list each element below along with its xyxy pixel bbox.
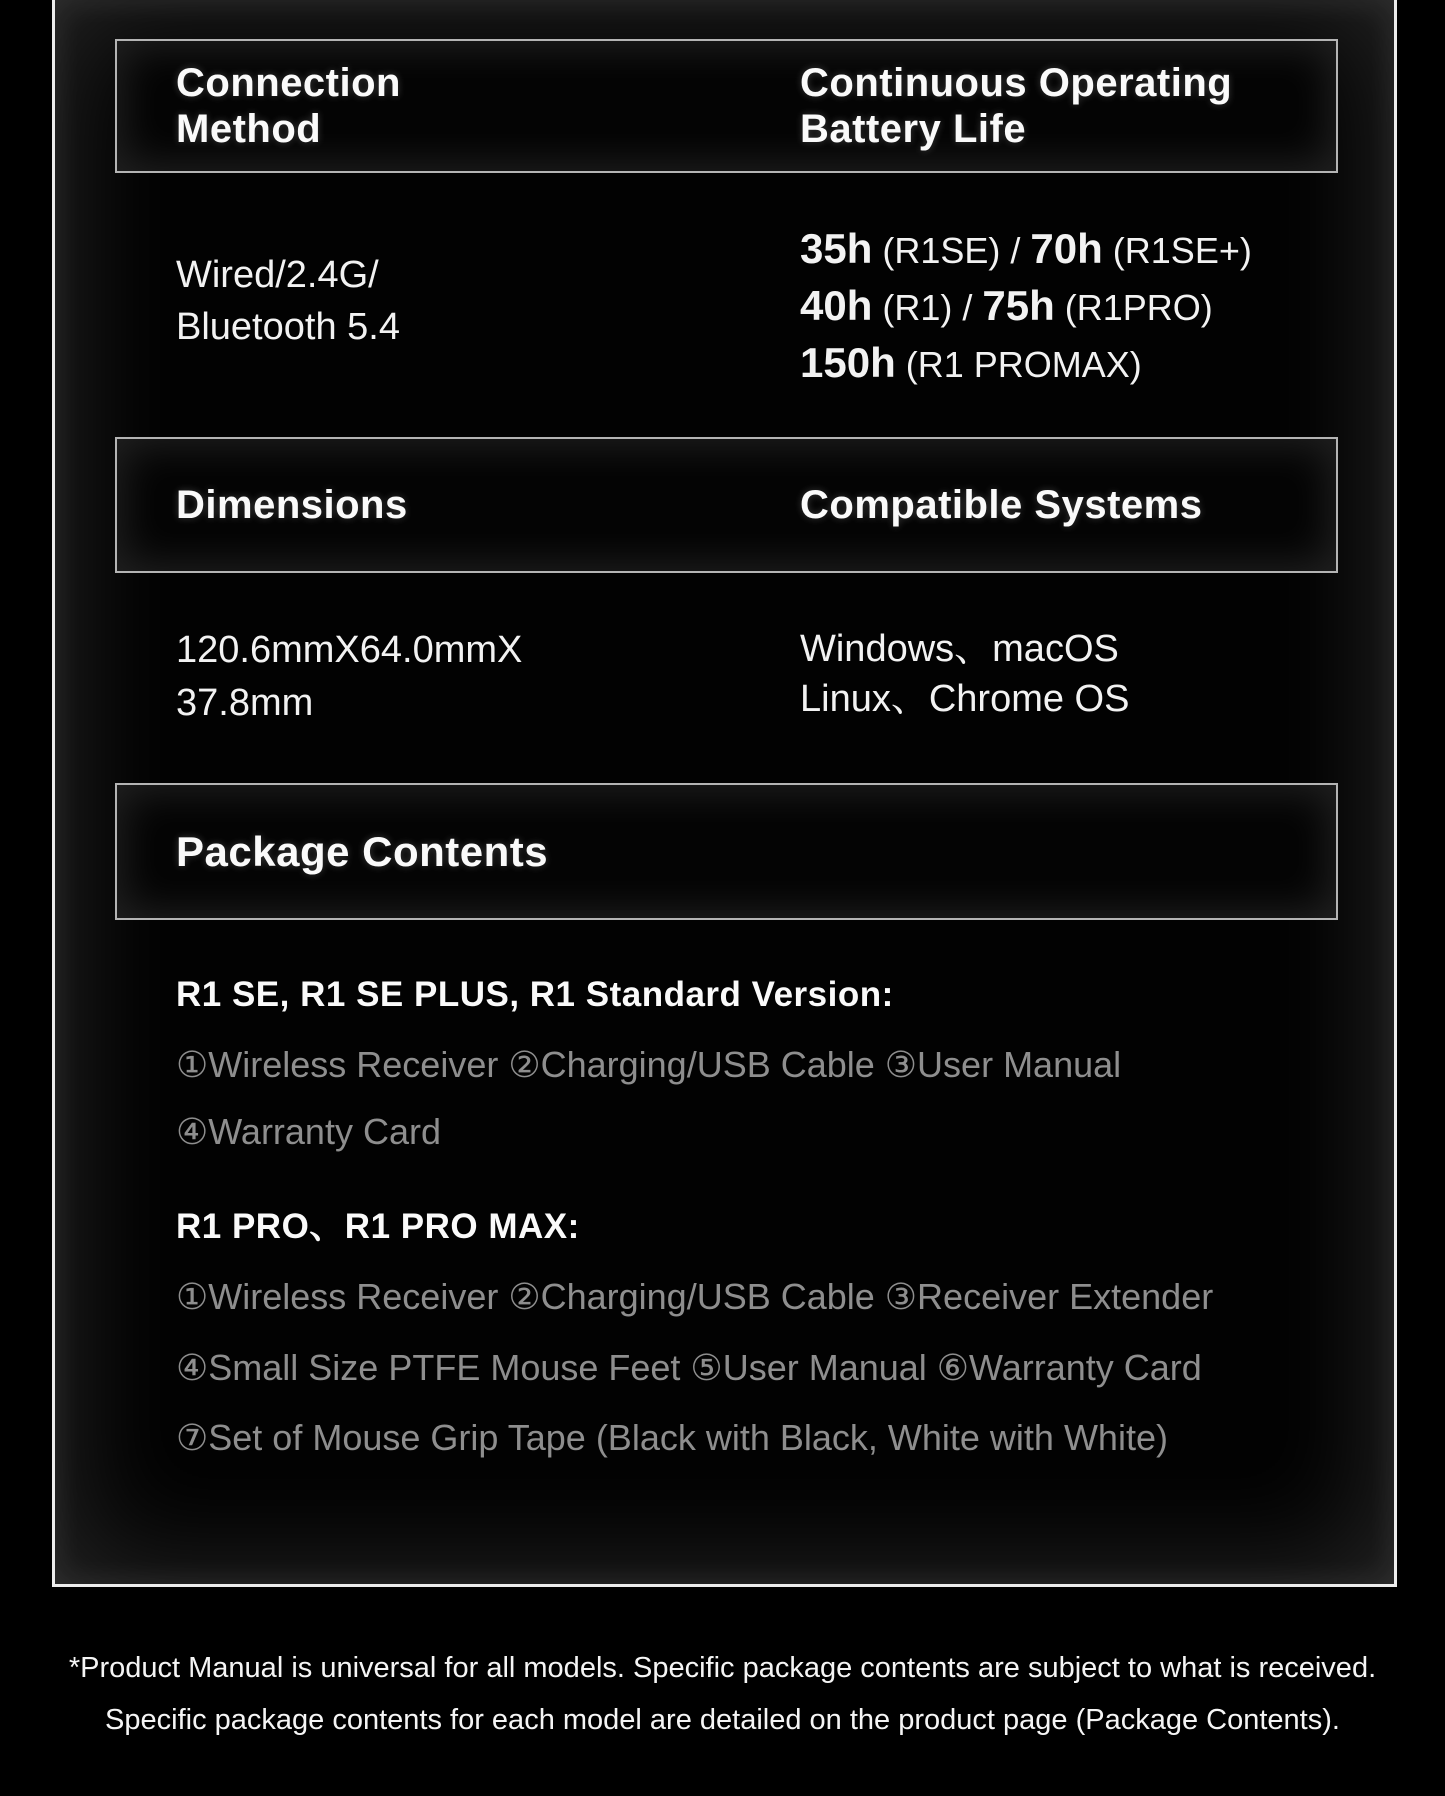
battery-life-line-1 — [800, 221, 1252, 278]
battery-model-r1se: (R1SE) — [872, 230, 1001, 271]
connection-method-value — [176, 249, 400, 353]
battery-hours-75h: 75h — [982, 282, 1055, 329]
battery-model-r1: (R1) — [872, 287, 953, 328]
battery-separator: / — [1010, 230, 1021, 271]
package-group1-line1: ①Wireless Receiver ②Charging/USB Cable ③User Manual — [176, 1044, 1122, 1085]
battery-model-r1se-plus: (R1SE+) — [1102, 230, 1252, 271]
compatible-systems-header-text: Compatible Systems — [800, 483, 1203, 527]
compatible-systems-header — [800, 482, 1336, 528]
connection-method-header-line1: Connection — [176, 61, 401, 105]
spec-panel — [52, 0, 1397, 1587]
battery-life-line-3 — [800, 335, 1252, 392]
dimensions-header-text: Dimensions — [176, 483, 408, 527]
spec-header-bar-dimensions-systems — [115, 437, 1338, 573]
package-group1-line2: ④Warranty Card — [176, 1111, 441, 1152]
dimensions-header — [176, 482, 800, 528]
battery-life-header-line2: Battery Life — [800, 107, 1027, 151]
compatible-systems-value — [800, 624, 1129, 724]
spec-header-bar-connection-battery — [115, 39, 1338, 173]
compatible-systems-value-line2: Linux、Chrome OS — [800, 678, 1130, 720]
dimensions-value-line1: 120.6mmX64.0mmX — [176, 629, 523, 671]
connection-method-value-line1: Wired/2.4G/ — [176, 254, 379, 296]
compatible-systems-value-line1: Windows、macOS — [800, 628, 1119, 670]
battery-life-value — [800, 221, 1252, 392]
battery-model-r1pro: (R1PRO) — [1054, 287, 1213, 328]
battery-life-header — [800, 60, 1336, 152]
dimensions-value — [176, 624, 522, 730]
battery-model-r1promax: (R1 PROMAX) — [895, 344, 1142, 385]
connection-method-header-line2: Method — [176, 107, 322, 151]
battery-hours-35h: 35h — [800, 225, 873, 272]
footnote-line-1: *Product Manual is universal for all models. Specific package contents are subject to what is received. — [68, 1652, 1377, 1684]
package-group2-title: R1 PRO、R1 PRO MAX: — [176, 1207, 580, 1246]
connection-method-header — [176, 60, 800, 152]
battery-life-line-2 — [800, 278, 1252, 335]
package-contents-header-text: Package Contents — [176, 827, 549, 875]
package-contents-header-bar — [115, 783, 1338, 920]
battery-hours-70h: 70h — [1030, 225, 1103, 272]
connection-method-value-line2: Bluetooth 5.4 — [176, 306, 400, 348]
battery-separator: / — [952, 287, 983, 328]
package-group2-line3: ⑦Set of Mouse Grip Tape (Black with Black, White with White) — [176, 1417, 1168, 1458]
battery-hours-40h: 40h — [800, 282, 873, 329]
package-group1-title: R1 SE, R1 SE PLUS, R1 Standard Version: — [176, 975, 894, 1014]
package-group2-line2: ④Small Size PTFE Mouse Feet ⑤User Manual ⑥Warranty Card — [176, 1347, 1202, 1388]
battery-life-header-line1: Continuous Operating — [800, 61, 1233, 105]
footnote-line-2: Specific package contents for each model are detailed on the product page (Package Contents). — [105, 1704, 1340, 1736]
package-group2-line1: ①Wireless Receiver ②Charging/USB Cable ③Receiver Extender — [176, 1276, 1214, 1317]
dimensions-value-line2: 37.8mm — [176, 682, 314, 724]
battery-hours-150h: 150h — [800, 339, 896, 386]
